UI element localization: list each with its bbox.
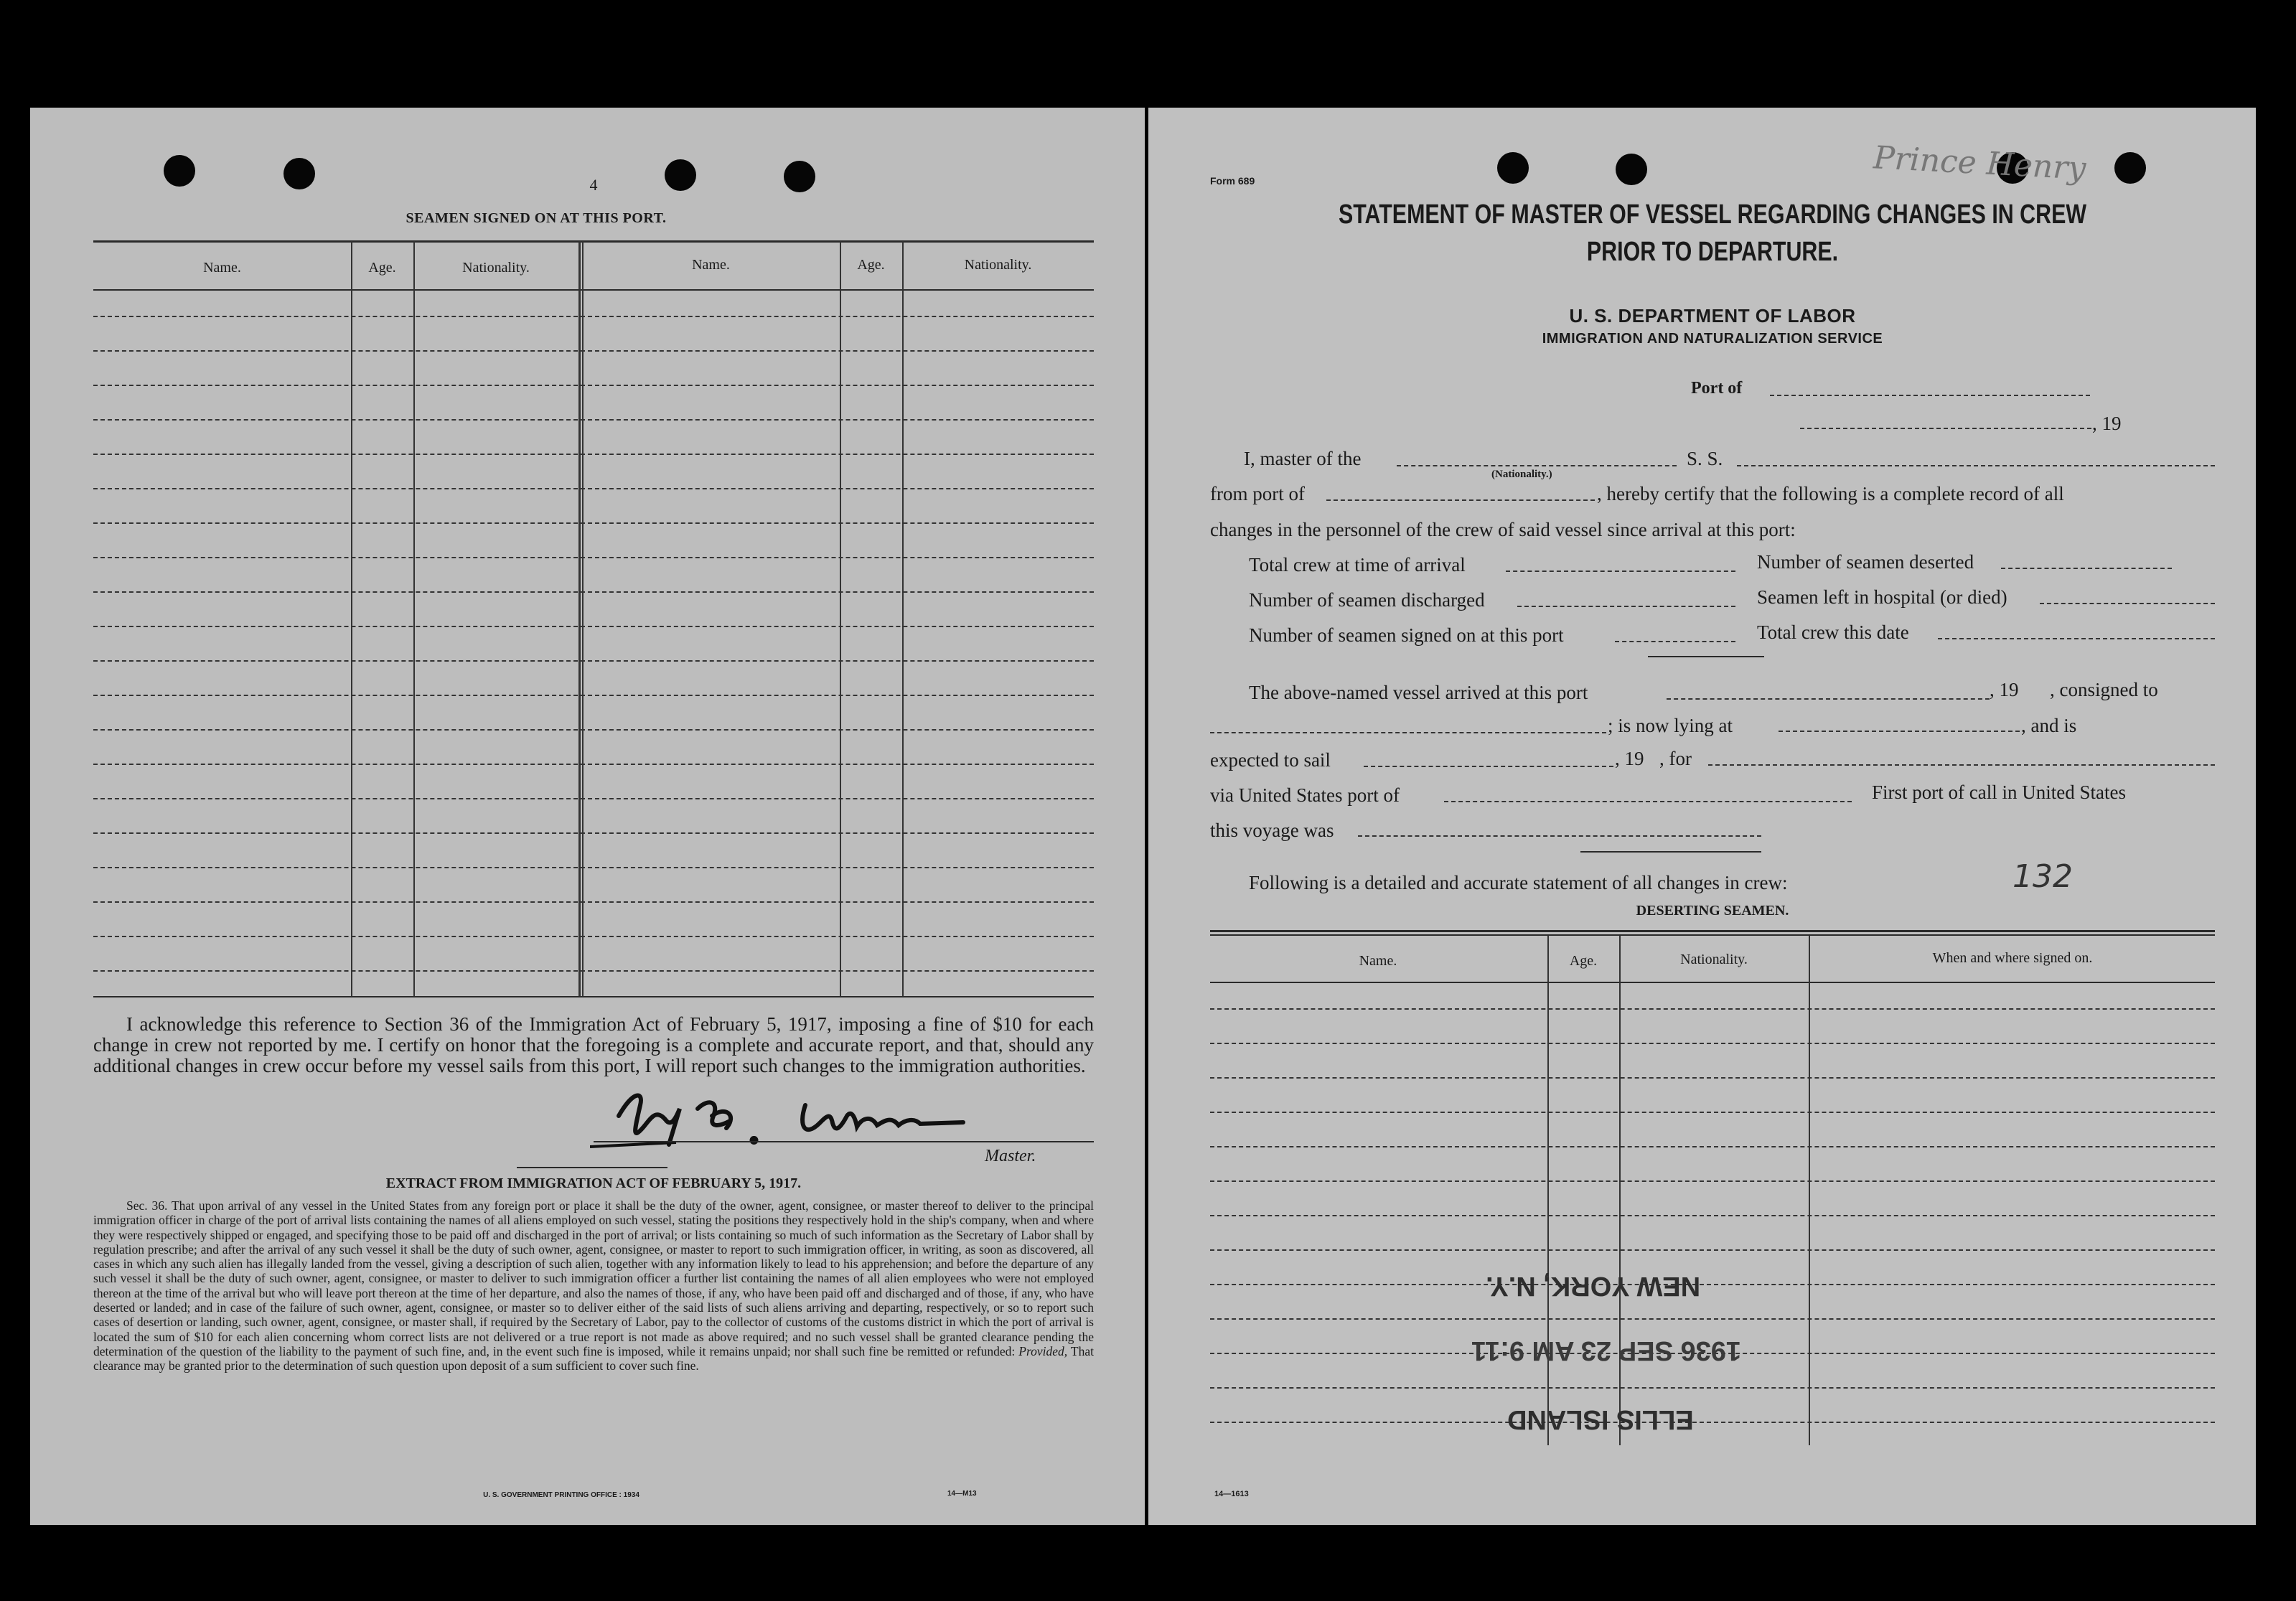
- column-header-name: Name.: [692, 257, 730, 273]
- seamen-discharged-label: Number of seamen discharged: [1249, 589, 1485, 611]
- arrived-year: , 19: [1990, 679, 2019, 700]
- total-crew-date-label: Total crew this date: [1757, 621, 1909, 643]
- extract-text: That upon arrival of any vessel in the United States from any foreign port or place it shall be the duty of the owner, agent, consignee, or master thereof to deliver to the principal immigration officer in charge of the port of arrival lists containing the names of all aliens employed on such vessel, stating the positions they respectively hold in the ship's company, when and where they were respectively shipped or engaged, and specifying those to be paid off and discharged in the port of arrival; or lists containing so much of such information as the Secretary of Labor shall by regulation prescribe; and after the arrival of any such vessel it shall be the duty of such owner, agent, consignee, or master to report to such immigration officer, in writing, as soon as discovered, all cases in which any such alien has illegally landed from the vessel, giving a description of such alien, together with any information likely to lead to his apprehension; and before the departure of any such vessel it shall be the duty of such owner, agent, consignee, or master to deliver to such immigration officer a further list containing the names of all alien employees who were not employed thereon at the time of the arrival but who will leave port thereon at the time of her departure, and also the names of those, if any, who have been paid off and discharged and of those, if any, who have deserted or landed; and in case of the failure of such owner, agent, consignee, or master so to deliver either of the said lists of such aliens arriving and departing, respectively, or so to report such cases of desertion or landing, such owner, agent, consignee, or master shall, if required by the Secretary of Labor, pay to the collector of customs of the customs district in which the port of arrival is located the sum of $10 for each alien concerning whom correct lists are not delivered or a true report is not made as above required; and no such vessel shall be granted clearance pending the determination of the question of the liability to the payment of such fine, and, in the event such fine is imposed, while it remains unpaid; nor shall such fine be remitted or refunded:: [93, 1198, 1094, 1358]
- for-label: , for: [1659, 748, 1692, 769]
- total-crew-arrival-label: Total crew at time of arrival: [1249, 554, 1466, 576]
- department: U. S. DEPARTMENT OF LABOR: [1569, 305, 1856, 327]
- form-subtitle: PRIOR TO DEPARTURE.: [1586, 237, 1839, 267]
- now-lying-label: ; is now lying at: [1608, 715, 1733, 736]
- form-code-left: 14—M13: [947, 1490, 977, 1498]
- right-page: [1148, 108, 2256, 1525]
- expected-sail-label: expected to sail: [1210, 749, 1331, 771]
- column-header-signed-on: When and where signed on.: [1932, 950, 2093, 966]
- extract-end: That clearance may be granted prior to the determination of such question upon deposit of a sum sufficient to cover such fine.: [93, 1343, 1094, 1374]
- punch-hole: [284, 158, 315, 189]
- page-number: 4: [589, 176, 598, 194]
- extract-body: [93, 1198, 1094, 1374]
- printing-office: U. S. GOVERNMENT PRINTING OFFICE : 1934: [483, 1491, 639, 1499]
- master-signature: [590, 1076, 1006, 1155]
- stamp-city: NEW YORK, N.Y.: [1486, 1271, 1701, 1301]
- year-suffix: , 19: [2092, 413, 2122, 434]
- table-title: SEAMEN SIGNED ON AT THIS PORT.: [406, 210, 667, 226]
- stamp-place: ELLIS ISLAND: [1507, 1404, 1694, 1435]
- column-header-age: Age.: [368, 260, 396, 276]
- punch-hole: [1616, 154, 1647, 185]
- deserting-title: DESERTING SEAMEN.: [1636, 903, 1789, 919]
- column-header-name: Name.: [203, 260, 241, 276]
- master-of-label: I, master of the: [1244, 448, 1362, 469]
- service: IMMIGRATION AND NATURALIZATION SERVICE: [1542, 331, 1883, 347]
- seamen-signed-label: Number of seamen signed on at this port: [1249, 624, 1564, 646]
- master-label: Master.: [985, 1147, 1036, 1165]
- following-text: Following is a detailed and accurate statement of all changes in crew:: [1249, 872, 1788, 893]
- changes-text: changes in the personnel of the crew of said vessel since arrival at this port:: [1210, 519, 1796, 540]
- via-port-label: via United States port of: [1210, 784, 1400, 806]
- handwritten-number: 132: [2012, 858, 2073, 895]
- column-header-name: Name.: [1359, 953, 1397, 969]
- form-title: STATEMENT OF MASTER OF VESSEL REGARDING CHANGES IN CREW: [1338, 199, 2087, 230]
- acknowledgment-text: I acknowledge this reference to Section 36 of the Immigration Act of February 5, 1917, imposing a fine of $10 for each change in crew not reported by me. I certify on honor that the foregoing is a complete and accurate report, and that, should any additional changes in crew occur before my vessel sails from this port, I will report such changes to the immigration authorities.: [93, 1013, 1094, 1076]
- voyage-was-label: this voyage was: [1210, 820, 1334, 841]
- form-label: Form 689: [1210, 175, 1255, 187]
- and-is-label: , and is: [2021, 715, 2077, 736]
- punch-hole: [2114, 152, 2146, 184]
- column-header-age: Age.: [857, 257, 885, 273]
- nationality-label: (Nationality.): [1491, 469, 1552, 480]
- seamen-deserted-label: Number of seamen deserted: [1757, 551, 1974, 573]
- column-header-nationality: Nationality.: [964, 257, 1032, 273]
- first-port-label: First port of call in United States: [1872, 781, 2126, 803]
- arrived-label: The above-named vessel arrived at this port: [1249, 682, 1588, 703]
- extract-section: Sec. 36.: [126, 1198, 168, 1213]
- from-port-label: from port of: [1210, 483, 1305, 504]
- punch-hole: [164, 155, 195, 187]
- seamen-hospital-label: Seamen left in hospital (or died): [1757, 586, 2007, 608]
- ss-label: S. S.: [1687, 448, 1723, 469]
- column-header-nationality: Nationality.: [462, 260, 530, 276]
- punch-hole: [665, 159, 696, 191]
- handwritten-ship-name: Prince Henry: [1872, 139, 2087, 187]
- extract-provided: Provided,: [1018, 1343, 1068, 1358]
- consigned-label: , consigned to: [2050, 679, 2158, 700]
- punch-hole: [1497, 152, 1529, 184]
- extract-title: EXTRACT FROM IMMIGRATION ACT OF FEBRUARY 5, 1917.: [385, 1175, 802, 1191]
- column-header-age: Age.: [1569, 953, 1598, 969]
- column-header-nationality: Nationality.: [1680, 952, 1748, 967]
- sail-year: , 19: [1615, 748, 1644, 769]
- punch-hole: [784, 161, 815, 192]
- stamp-date: 1936 SEP 23 AM 9:11: [1471, 1335, 1742, 1366]
- left-page: [30, 108, 1145, 1525]
- form-code-right: 14—1613: [1214, 1490, 1249, 1498]
- certify-text: , hereby certify that the following is a complete record of all: [1597, 483, 2064, 504]
- port-of-label: Port of: [1691, 379, 1743, 398]
